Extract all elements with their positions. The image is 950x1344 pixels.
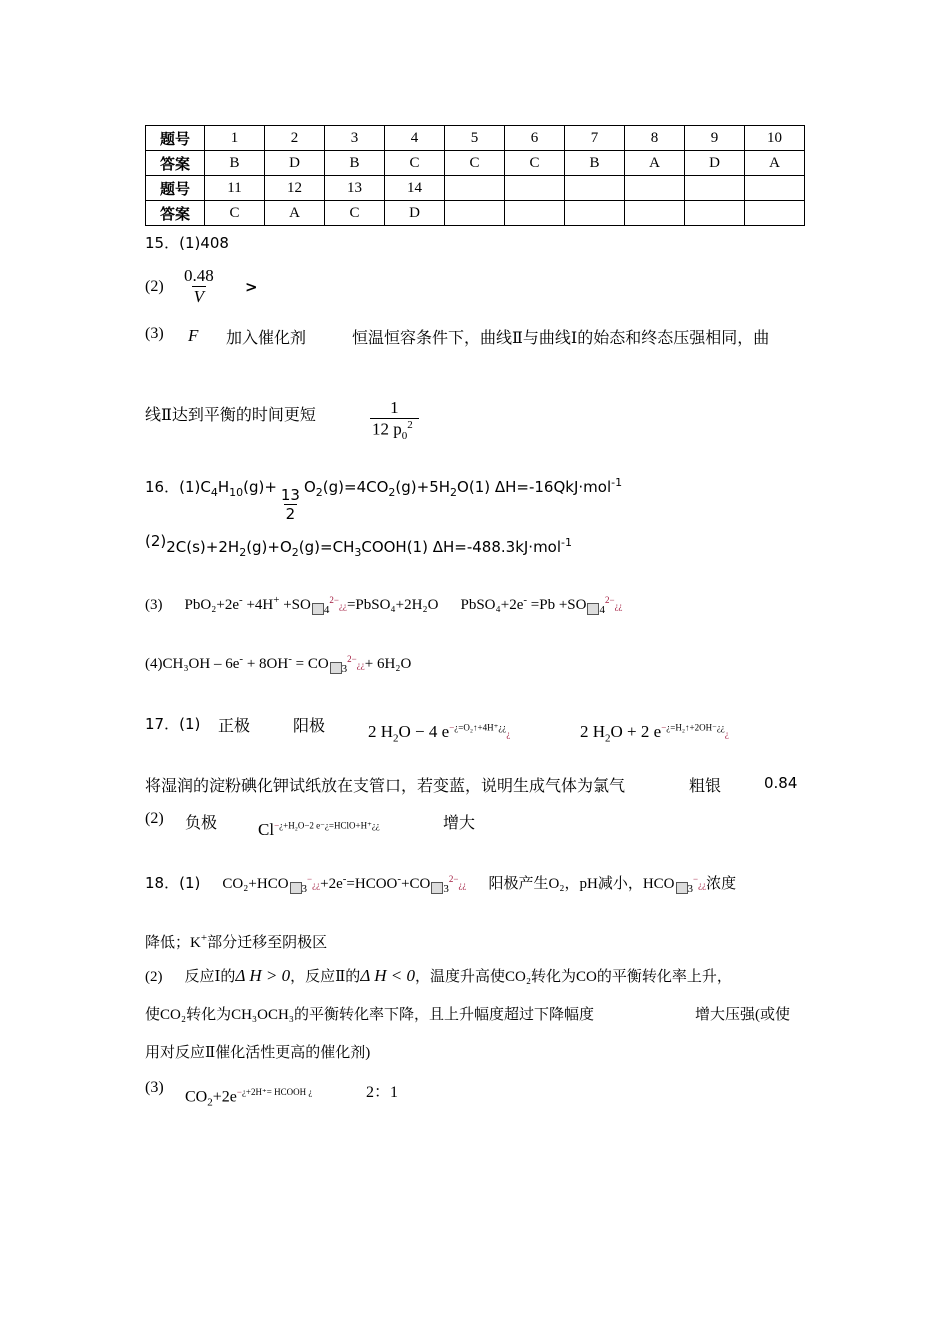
table-cell: 12	[265, 176, 325, 201]
garbled-text: ¿¿	[698, 880, 707, 890]
garbled-text: ¿+2H⁺= HCOOH ¿	[241, 1087, 313, 1097]
text: ，温度升高使CO₂转化为CO的平衡转化率上升，	[414, 969, 732, 985]
placeholder-box-icon	[676, 882, 688, 894]
garbled-text: ¿¿	[356, 660, 365, 670]
table-cell: C	[385, 151, 445, 176]
placeholder-box-icon	[587, 603, 599, 615]
subscript: 2	[239, 546, 247, 559]
table-cell	[565, 176, 625, 201]
text: Cl	[258, 820, 275, 839]
table-cell: 3	[325, 126, 385, 151]
q18-part1	[145, 872, 736, 895]
superscript: −	[661, 722, 667, 733]
table-cell: 13	[325, 176, 385, 201]
text: +2e	[320, 876, 343, 892]
table-cell: 2	[265, 126, 325, 151]
garbled-text: ¿	[724, 729, 729, 739]
superscript: -	[342, 873, 347, 885]
table-cell: 1	[205, 126, 265, 151]
garbled-text: ¿¿	[338, 601, 347, 611]
header-cell: 题号	[146, 126, 205, 151]
table-row	[146, 201, 805, 226]
q16-part2	[145, 532, 572, 559]
garbled-text: ¿¿	[458, 880, 467, 890]
q17-check-method: 将湿润的淀粉碘化钾试纸放在支管口，若变蓝，说明生成气体为氯气	[145, 778, 626, 795]
fraction-numerator: 0.48	[184, 266, 214, 285]
text: (g)+	[243, 478, 277, 496]
table-cell: D	[265, 151, 325, 176]
text: 阳极产生O₂，pH减小，HCO	[488, 876, 675, 892]
q18-part2-line2b: 增大压强(或使	[695, 1007, 790, 1023]
text: + 8OH	[243, 656, 289, 672]
text: (3)	[145, 597, 163, 613]
fraction-numerator: 1	[390, 398, 399, 417]
table-cell: 4	[385, 126, 445, 151]
text: COOH(1) ΔH=-488.3kJ·mol	[361, 538, 562, 556]
text: 2 H	[368, 722, 394, 741]
q18-ratio: 2：1	[366, 1084, 399, 1101]
q17-equation1	[368, 722, 510, 744]
subscript: 4	[210, 486, 218, 499]
garbled-text: ¿=O₂↑+4H⁺¿¿	[454, 722, 507, 733]
table-cell	[445, 176, 505, 201]
text: (g)=CH	[298, 538, 355, 556]
superscript: -	[523, 594, 528, 606]
table-row	[146, 151, 805, 176]
q18-part1-line2	[145, 931, 327, 952]
q17-negative: 负极	[185, 815, 218, 832]
q15-kp-fraction	[370, 398, 419, 442]
q17-part1-label: 17．(1)	[145, 715, 201, 733]
table-cell: 5	[445, 126, 505, 151]
subscript: 3	[687, 883, 694, 895]
subscript: 4	[599, 604, 605, 616]
fraction-denominator: V	[193, 287, 205, 306]
text: +SO	[279, 597, 311, 613]
text: + 6H₂O	[364, 656, 412, 672]
fraction-denominator: 2	[285, 505, 296, 523]
q15-part1: 15．(1)408	[145, 234, 229, 252]
subscript: 2	[450, 486, 458, 499]
subscript: 3	[443, 883, 449, 895]
text: H	[217, 478, 230, 496]
table-cell: C	[445, 151, 505, 176]
q17-equation3	[258, 820, 380, 840]
text: 2C(s)+2H	[166, 538, 240, 556]
subscript: 2	[388, 486, 396, 499]
text: Δ H > 0	[235, 966, 291, 985]
header-cell: 答案	[146, 201, 205, 226]
subscript: 4	[323, 604, 330, 616]
table-cell	[745, 201, 805, 226]
text: +4H	[242, 597, 274, 613]
superscript: -	[239, 653, 244, 665]
superscript: +	[200, 932, 208, 944]
table-cell	[565, 201, 625, 226]
superscript: −	[236, 1087, 242, 1097]
q15-reason-line2: 线Ⅱ达到平衡的时间更短	[145, 407, 316, 424]
superscript: 2−	[604, 595, 615, 605]
text: (g)+O	[246, 538, 292, 556]
table-cell	[745, 176, 805, 201]
text: =PbSO₄+2H₂O	[346, 597, 439, 613]
table-cell: B	[325, 151, 385, 176]
placeholder-box-icon	[330, 662, 342, 674]
table-row	[146, 176, 805, 201]
table-cell	[685, 201, 745, 226]
fraction-denominator: 12 p	[372, 419, 402, 439]
superscript: 2−	[329, 595, 339, 605]
table-cell: B	[565, 151, 625, 176]
text: Δ H < 0	[360, 966, 415, 985]
q18-part2-line3: 用对反应Ⅱ催化活性更高的催化剂)	[145, 1045, 371, 1061]
superscript: −	[449, 722, 455, 733]
text: (2)	[145, 969, 163, 985]
subscript: 3	[354, 546, 362, 559]
superscript: 2−	[347, 654, 357, 664]
text: = CO	[291, 656, 329, 672]
q17-value: 0.84	[764, 774, 798, 792]
table-cell: A	[265, 201, 325, 226]
text: +CO	[401, 876, 431, 892]
text: 部分迁移至阴极区	[207, 935, 328, 951]
text: O	[303, 478, 316, 496]
table-cell	[625, 201, 685, 226]
q17-positive: 正极	[218, 718, 251, 735]
text: PbSO₄+2e	[460, 597, 524, 613]
subscript: 2	[291, 546, 299, 559]
table-cell	[625, 176, 685, 201]
text: CO	[185, 1088, 208, 1106]
subscript: 3	[341, 663, 348, 675]
fraction-numerator: 13	[280, 486, 300, 504]
text: =HCOO	[346, 876, 398, 892]
q16-part3	[145, 594, 623, 616]
garbled-text: ¿+H₂O−2 e⁻¿=HClO+H⁺¿¿	[279, 820, 380, 831]
header-cell: 答案	[146, 151, 205, 176]
table-cell: 11	[205, 176, 265, 201]
table-cell: D	[685, 151, 745, 176]
garbled-text: ¿=H₂↑+2OH⁻¿¿	[666, 722, 725, 733]
table-cell: 10	[745, 126, 805, 151]
superscript: -1	[611, 476, 623, 489]
text: O(1) ΔH=-16QkJ·mol	[457, 478, 612, 496]
text: 反应Ⅰ的	[184, 969, 236, 985]
table-cell: D	[385, 201, 445, 226]
subscript: 0	[401, 430, 408, 443]
table-cell	[685, 176, 745, 201]
superscript: -	[397, 873, 402, 885]
garbled-text: ¿¿	[312, 880, 321, 890]
subscript: 2	[315, 486, 323, 499]
superscript: -	[239, 594, 243, 606]
q18-part2-line2: 使CO₂转化为CH₃OCH₃的平衡转化率下降，且上升幅度超过下降幅度	[145, 1007, 595, 1023]
q17-increase: 增大	[443, 815, 476, 832]
answer-table	[145, 125, 805, 226]
subscript: 10	[229, 486, 244, 499]
text: 降低；K	[145, 935, 201, 951]
q15-part3-label: (3)	[145, 325, 164, 342]
table-cell: C	[325, 201, 385, 226]
text: 18．(1)	[145, 874, 201, 892]
placeholder-box-icon	[290, 882, 302, 894]
table-cell: C	[205, 201, 265, 226]
table-cell	[505, 176, 565, 201]
text: =Pb +SO	[527, 597, 587, 613]
superscript: -1	[561, 536, 572, 549]
table-cell	[445, 201, 505, 226]
q15-curve-F: F	[188, 326, 199, 345]
q15-comparison: >	[245, 278, 258, 296]
placeholder-box-icon	[312, 603, 324, 615]
table-cell: 9	[685, 126, 745, 151]
subscript: 2	[207, 1096, 213, 1109]
subscript: 2	[393, 732, 399, 745]
q15-catalyst: 加入催化剂	[226, 330, 307, 347]
text: (4)CH₃OH – 6e	[145, 656, 240, 672]
q15-part2-label: (2)	[145, 278, 164, 295]
q15-reason: 恒温恒容条件下，曲线Ⅱ与曲线Ⅰ的始态和终态压强相同，曲	[352, 330, 770, 347]
text: 浓度	[706, 876, 737, 892]
table-cell	[505, 201, 565, 226]
header-cell: 题号	[146, 176, 205, 201]
superscript: -	[288, 653, 292, 665]
placeholder-box-icon	[431, 882, 443, 894]
q18-part2	[145, 965, 732, 986]
superscript: −	[274, 820, 280, 831]
text: O + 2 e	[610, 722, 662, 741]
text: (2)	[145, 532, 167, 550]
superscript: −	[307, 874, 313, 884]
subscript: 2	[605, 732, 611, 745]
superscript: 2	[407, 419, 413, 431]
table-row	[146, 126, 805, 151]
table-cell: B	[205, 151, 265, 176]
superscript: 2−	[448, 874, 459, 884]
q17-anode: 阳极	[293, 718, 326, 735]
table-cell: C	[505, 151, 565, 176]
text: 2 H	[580, 722, 606, 741]
q18-equation	[185, 1087, 312, 1109]
table-cell: 14	[385, 176, 445, 201]
table-cell: A	[625, 151, 685, 176]
text: (g)+5H	[395, 478, 451, 496]
table-cell: 8	[625, 126, 685, 151]
q17-crude-silver: 粗银	[689, 778, 722, 795]
text: 16．(1)C	[145, 478, 211, 496]
q17-equation2	[580, 722, 729, 744]
q18-part3-label: (3)	[145, 1079, 164, 1096]
text: CO₂+HCO	[222, 876, 289, 892]
garbled-text: ¿¿	[614, 601, 623, 611]
text: +2e	[212, 1088, 237, 1106]
table-cell: 7	[565, 126, 625, 151]
q15-part2-fraction	[182, 266, 216, 307]
subscript: 3	[301, 883, 308, 895]
text: O − 4 e	[398, 722, 450, 741]
q16-part1	[145, 476, 622, 523]
superscript: −	[693, 874, 699, 884]
table-cell: 6	[505, 126, 565, 151]
text: (g)=4CO	[322, 478, 389, 496]
garbled-text: ¿	[506, 729, 511, 739]
text: ，反应Ⅱ的	[290, 969, 361, 985]
text: PbO₂+2e	[184, 597, 240, 613]
q17-part2-label: (2)	[145, 810, 164, 827]
q16-part4	[145, 653, 411, 675]
table-cell: A	[745, 151, 805, 176]
superscript: +	[273, 594, 280, 606]
